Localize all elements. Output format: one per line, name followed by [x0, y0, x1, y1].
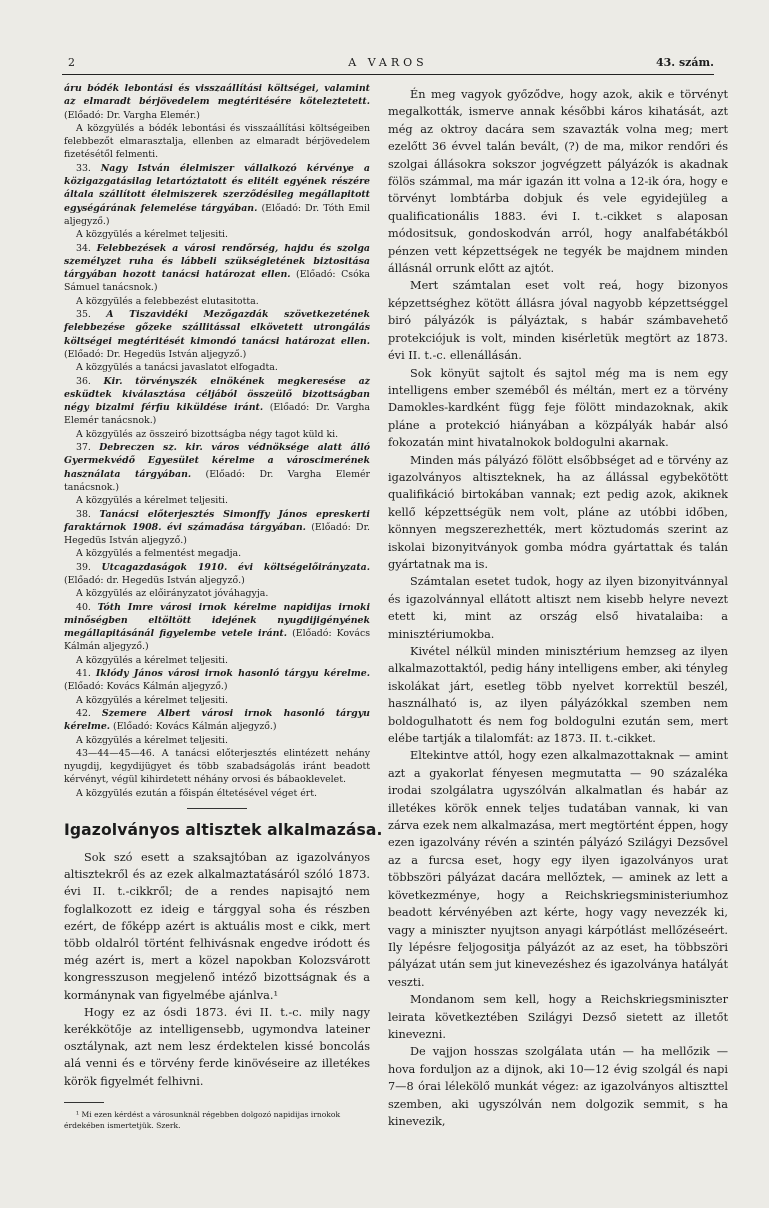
- agenda-title: Kir. törvényszék elnökének megkeresése az esküdtek kiválasztása céljából összeülő bizottságban négy bizalmi férfiu kiküldése iránt.: [64, 375, 370, 414]
- article-paragraph: Kivétel nélkül minden minisztérium hemzseg az ilyen alkalmazottaktól, pedig hány intelligens ember, aki tényleg iskolákat járt, esetleg több nyelvet korrektül beszél, használható is, az ilyen pályázókkal szemben nem boldogulhatott és nem fog boldogulni ezután sem, mert elébe tartják a tilalomfát: az 1873. II. t.-cikket.: [388, 645, 728, 746]
- minutes-item: [64, 667, 370, 694]
- minutes-text: (Előadó: Kovács Kálmán aljegyző.): [110, 721, 277, 733]
- agenda-title: Debreczen sz. kir. város védnöksége alatt álló Gyermekvédő Egyesület kérelme a városcimerének használata tárgyában.: [64, 442, 371, 480]
- minutes-text: 41.: [76, 668, 96, 680]
- minutes-text: 42.: [76, 707, 102, 719]
- minutes-text: 36.: [76, 375, 104, 387]
- agenda-title: Utcagazdaságok 1910. évi költségelőirányzata.: [101, 561, 371, 573]
- minutes-text: 40.: [76, 601, 98, 613]
- minutes-text: A közgyülés a kérelmet teljesiti.: [76, 734, 229, 746]
- minutes-item: [64, 162, 370, 228]
- minutes-item: [64, 122, 370, 162]
- footnote: ¹ Mi ezen kérdést a városunknál régebben dolgozó napidijas irnokok érdekében ismertetjük. Szerk.: [64, 1109, 341, 1130]
- minutes-text: 43—44—45—46. A tanácsi előterjesztés elintézett nehány nyugdij, kegydijügyet és több szabadságolás iránt beadott kérvényt, végül kihirdetett néhány orvosi és bábaoklevelet.: [64, 747, 370, 786]
- left-column: [64, 82, 383, 1131]
- minutes-item: [64, 428, 370, 441]
- minutes-item: [64, 707, 370, 734]
- minutes-text: A közgyülés a tanácsi javaslatot elfogadta.: [76, 362, 278, 374]
- minutes-item: [64, 295, 370, 308]
- minutes-text: (Előadó: Csóka Sámuel tanácsnok.): [64, 269, 370, 294]
- minutes-text: A közgyülés a kérelmet teljesiti.: [76, 229, 229, 241]
- page-number: 2: [68, 56, 75, 69]
- article-paragraph: Minden más pályázó fölött elsőbbséget ad e törvény az igazolványos altiszteknek, ha az állással egybekötött qualifikáció birtokában vannak; ezt pedig azok, akiknek kellő képzettségük nem volt, pláne az utóbbi időben, könnyen megszerezhették, mert köztudomás szerint az iskolai bizonyitványok gomba módra gyártattak és talán gyártatnak ma is.: [388, 453, 728, 571]
- minutes-item: [64, 694, 370, 707]
- minutes-text: 38.: [76, 508, 100, 520]
- minutes-text: 39.: [76, 561, 102, 573]
- article-paragraph: Sok szó esett a szaksajtóban az igazolványos altisztekről és az ezek alkalmaztatásáról szóló 1873. évi II. t.-cikkről; de a rendes napisajtó nem foglalkozott ez ideig e tárggyal soha és részben ezért, de főképp azért is aktuális most e cikk, mert több oldalról történt felhivásnak engedve iródott és még azért is, mert a közel napokban Kolozsvárott kongresszuson megjelenő intéző bizottságnak és a kormánynak van figyelmébe ajánlva.¹: [64, 851, 370, 1002]
- minutes-text: A közgyülés a bódék lebontási és visszaállítási költségeiben felebbezőt elmarasztalja, ellenben az elmaradt bérjövedelem fizetésétől felmenti.: [64, 122, 370, 161]
- minutes-text: A közgyülés a kérelmet teljesiti.: [76, 654, 229, 666]
- minutes-text: A közgyülés a felebbezést elutasitotta.: [76, 295, 259, 307]
- minutes-text: A közgyülés a kérelmet teljesiti.: [76, 495, 229, 507]
- article-paragraph: Számtalan esetet tudok, hogy az ilyen bizonyitvánnyal és igazolvánnyal ellátott altiszt nem kisebb helyre nevezt​etett ki, mint az ország első hivatalaiba: a minisztériumokba.: [388, 575, 728, 641]
- article-paragraph: Mert számtalan eset volt reá, hogy bizonyos képzettséghez kötött állásra jóval nagyobb képzettséggel biró pályázók is pályáztak, s habár számbavehető protekciójuk is volt, minden kisérletük megtört az 1873. évi II. t.-c. ellenállásán.: [388, 279, 728, 363]
- minutes-item: [64, 375, 370, 428]
- minutes-item: [64, 361, 370, 374]
- minutes-item: [64, 587, 370, 600]
- minutes-closing: A közgyülés ezután a főispán éltetésével véget ért.: [76, 787, 317, 799]
- article-headline: Igazolványos altisztek alkalmazása.: [64, 821, 383, 840]
- meeting-minutes: [64, 82, 370, 787]
- minutes-text: A közgyülés a felmentést megadja.: [76, 548, 242, 560]
- minutes-item: [64, 494, 370, 507]
- minutes-item: [64, 228, 370, 241]
- right-column: [388, 86, 728, 1130]
- article-paragraph: Sok könyüt sajtolt és sajtol még ma is nem egy intelligens ember szeméből és méltán, mert ez a törvény Damokles-kardként függ feje fölött mindazoknak, akik pláne a protekció hiányában a közpályák habár alsó fokozatán mint hivatalnokok boldogulni akarnak.: [388, 366, 728, 450]
- issue-number: 43. szám.: [655, 56, 714, 69]
- minutes-text: 33.: [76, 162, 101, 174]
- minutes-item: [64, 82, 370, 122]
- article-paragraph: Eltekintve attól, hogy ezen alkalmazottaknak — amint azt a gyakorlat fényesen megmutatta — 90 százaléka irodai szolgálatra ugyszólván alkalmatlan és habár az illetékes körök ennek teljes tudatában vannak, ki van zárva ezek nem alkalmazása, mert megtörtént éppen, hogy ezen igazolvány révén a szintén pályázó Szilágyi Dezsővel az a furcsa eset, hogy egy ilyen igazolványos urat többszöri pályázat dacára mellőztek, — aminek az lett a következménye, hogy a Reichskriegsministeriumhoz beadott kérvényében azt kérte, hogy vagy nevezzék ki, vagy a miniszter nyujtson anyagi kárpótlást mellőzéseért. Ily lépésre feljogositja pályázót az az eset, ha többszöri pályázat után sem jut kinevezéshez és igazolványa hatályát veszti.: [388, 749, 728, 989]
- journal-title: A VAROS: [348, 56, 428, 69]
- minutes-item: [64, 747, 370, 787]
- minutes-item: [64, 508, 370, 548]
- minutes-item: [64, 734, 370, 747]
- minutes-text: (Előadó: Dr. Vargha Elemér tanácsnok.): [64, 468, 370, 493]
- minutes-text: A közgyülés az előirányzatot jóváhagyja.: [76, 588, 269, 600]
- agenda-title: Szemere Albert városi irnok hasonló tárgyu kérelme.: [64, 707, 370, 733]
- minutes-text: (Előadó: Kovács Kálmán aljegyző.): [64, 628, 370, 653]
- minutes-item: [64, 441, 370, 494]
- minutes-text: (Előadó: Dr. Tóth Emil aljegyző.): [64, 202, 371, 227]
- minutes-text: (Előadó: dr. Hegedüs István aljegyző.): [64, 574, 245, 586]
- minutes-text: (Előadó: Dr. Vargha Elemér.): [64, 109, 200, 121]
- article-paragraph: De vajjon hosszas szolgálata után — ha mellőzik — hova forduljon az a dijnok, aki 10—12 évig szolgál és napi 7—8 órai lélekölő munkát végez: az igazolványos altiszttel szemben, aki ugyszólván nem dolgozik semmit, s ha kinevezik,: [388, 1045, 728, 1128]
- agenda-title: Tóth Imre városi irnok kérelme napidijas irnoki minőségben eltöltött idejének nyugdijigényének megállapitásánál figyelembe vetele iránt.: [64, 601, 371, 640]
- minutes-item: [64, 561, 370, 588]
- minutes-text: (Előadó: Dr. Hegedüs István aljegyző.): [64, 348, 247, 360]
- agenda-title: Nagy István élelmiszer vállalkozó kérvénye a közigazgatásilag letartóztatott és elitélt egyének részére általa szállított élelmiszerek szerződésileg megállapitott egységárának felemelése tárgyában.: [64, 162, 370, 214]
- agenda-title: A Tiszavidéki Mezőgazdák szövetkezetének felebbezése gőzeke szállitással elkövetett utrongálás költségei megtéritését kimondó tanácsi határozat ellen.: [64, 309, 371, 347]
- minutes-item: [64, 654, 370, 667]
- footnote-rule: [64, 1102, 104, 1103]
- article-paragraph: Hogy ez az ósdi 1873. évi II. t.-c. mily nagy kerékkötője az intelligensebb, ugymondva lateiner osztálynak, azt nem lesz érdektelen kissé boncolás alá venni és e törvény ferde kinövéseire az illetékes körök figyelmét felhivni.: [64, 1005, 370, 1088]
- header-rule: [62, 74, 714, 75]
- agenda-title: Tanácsi előterjesztés Simonffy János epreskerti faraktárnok 1908. évi számadása tárgyában.: [64, 508, 370, 533]
- minutes-text: 35.: [76, 309, 107, 321]
- minutes-text: A közgyülés a kérelmet teljesiti.: [76, 694, 229, 706]
- agenda-title: Iklódy János városi irnok hasonló tárgyu kérelme.: [95, 668, 371, 680]
- minutes-text: (Előadó: Kovács Kálmán aljegyző.): [64, 681, 228, 693]
- minutes-item: [64, 308, 370, 361]
- minutes-text: (Előadó: Dr. Hegedüs István aljegyző.): [64, 521, 370, 547]
- article-paragraph: Mondanom sem kell, hogy a Reichskriegsminiszter leirata következtében Szilágyi Dezső sietett az illetőt kinevezni.: [388, 993, 728, 1041]
- agenda-title: áru bódék lebontási és visszaállítási költségei, valamint az elmaradt bérjövedelem megtéritésére kötelezt​etett.: [64, 83, 370, 108]
- minutes-item: [64, 601, 370, 654]
- article-paragraph: Én meg vagyok győződve, hogy azok, akik e törvényt megalkották, ismerve annak későbbi káros kihatását, azt még az oktroy dacára sem szavazták volna meg; mert ezelőtt 36 évvel talán bevált, (?) de ma, mikor rendőri és szolgai állásokra sokszor jogvégzett pályázók is akadnak fölös számmal, ma már igazán itt volna a 12-ik óra, hogy e törvényt lombtárba dobjuk és vele egyidejüleg a qualificationális 1883. évi I. t.-cikket s alaposan módositsuk, gondoskodván arról, hogy analfabétákból pénzen vett képzettségek ne tegyék be majdnem minden állásnál orrunk előtt az ajtót.: [388, 88, 728, 276]
- minutes-text: 37.: [76, 442, 100, 454]
- agenda-title: Felebbezések a városi rendőrség, hajdu és szolga személyzet ruha és lábbeli szükségletének biztositása tárgyában hozott tanácsi határozat ellen.: [64, 242, 370, 281]
- minutes-text: (Előadó: Dr. Vargha Elemér tanácsnok.): [64, 402, 370, 427]
- minutes-item: [64, 242, 370, 295]
- section-divider: [187, 808, 247, 809]
- minutes-item: [64, 547, 370, 560]
- minutes-text: 34.: [76, 242, 97, 254]
- minutes-text: A közgyülés az összeiró bizottságba négy tagot küld ki.: [76, 428, 339, 440]
- page-header: [62, 56, 714, 76]
